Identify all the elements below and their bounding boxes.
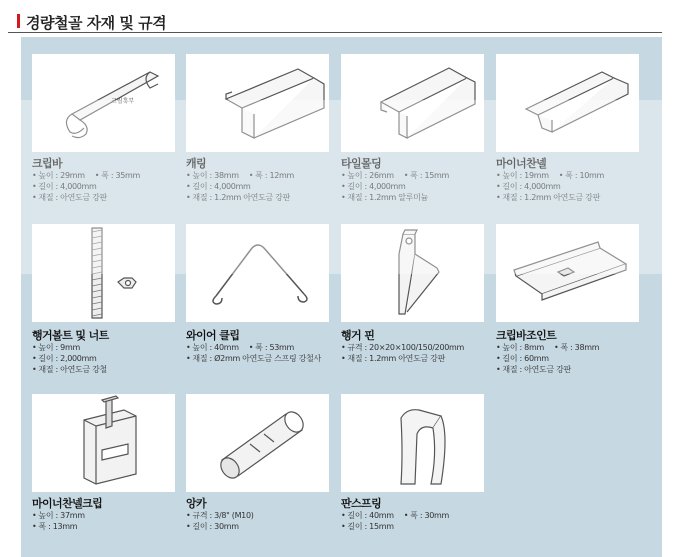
hanger-bolt-drawing xyxy=(32,224,175,322)
product-name: 판스프링 xyxy=(341,497,382,510)
clip-bar-joint-drawing xyxy=(496,224,639,322)
product-image-hanger-pin xyxy=(341,224,484,322)
spec-line: • 높이 : 9mm xyxy=(32,343,80,352)
spec-line: • 재질 : Ø2mm 아연도금 스프링 강철사 xyxy=(186,354,321,363)
product-image-minor-channel xyxy=(496,54,639,152)
product-name: 크립바조인트 xyxy=(496,329,557,342)
product-info-wire-clip xyxy=(186,329,346,364)
spec-line: • 규격 : 20×20×100/150/200mm xyxy=(341,343,465,352)
product-image-clip-bar-joint xyxy=(496,224,639,322)
product-info-pan-spring xyxy=(341,497,501,532)
product-name: 행거볼트 및 너트 xyxy=(32,329,109,342)
wire-clip-drawing xyxy=(186,224,329,322)
product-image-minor-channel-clip xyxy=(32,394,175,492)
product-image-carrying-channel xyxy=(186,54,329,152)
spec-line: • 재질 : 아연도금 강철 xyxy=(32,365,107,374)
product-name: 캐링 xyxy=(186,157,207,170)
clip-bar-drawing xyxy=(32,54,175,152)
product-image-tile-molding xyxy=(341,54,484,152)
spec-line: • 재질 : 1.2mm 아연도금 강판 xyxy=(186,193,291,202)
tile-molding-drawing xyxy=(341,54,484,152)
product-image-pan-spring xyxy=(341,394,484,492)
spec-line: • 길이 : 4,000mm xyxy=(496,182,561,191)
page-title: 경량철골 자재 및 규격 xyxy=(26,14,167,32)
product-name: 마이너찬넬 xyxy=(496,157,547,170)
spec-line: • 높이 : 19mm • 폭 : 10mm xyxy=(496,171,605,180)
product-info-tile-molding xyxy=(341,157,501,203)
spec-line: • 재질 : 1.2mm 아연도금 강판 xyxy=(341,354,446,363)
product-info-clip-bar xyxy=(32,157,192,203)
product-name: 타일몰딩 xyxy=(341,157,382,170)
spec-line: • 길이 : 4,000mm xyxy=(32,182,97,191)
spec-line: • 길이 : 60mm xyxy=(496,354,549,363)
spec-line: • 재질 : 아연도금 강판 xyxy=(496,365,571,374)
spec-line: • 길이 : 30mm xyxy=(186,522,239,531)
title-accent-bar xyxy=(17,14,20,28)
product-info-clip-bar-joint xyxy=(496,329,656,375)
product-name: 와이어 클립 xyxy=(186,329,240,342)
spec-line: • 재질 : 아연도금 강판 xyxy=(32,193,107,202)
product-name: 행거 핀 xyxy=(341,329,375,342)
clip-bar-tag-label: 크립훅부 xyxy=(111,98,135,105)
product-image-wire-clip xyxy=(186,224,329,322)
product-name: 마이너찬넬크립 xyxy=(32,497,103,510)
anchor-drawing xyxy=(186,394,329,492)
product-info-carrying-channel xyxy=(186,157,346,203)
spec-line: • 길이 : 4,000mm xyxy=(186,182,251,191)
section-header xyxy=(8,10,662,33)
minor-channel-clip-drawing xyxy=(32,394,175,492)
spec-line: • 길이 : 40mm • 폭 : 30mm xyxy=(341,511,450,520)
product-name: 앙카 xyxy=(186,497,207,510)
minor-channel-drawing xyxy=(496,54,639,152)
spec-line: • 폭 : 13mm xyxy=(32,522,78,531)
product-info-minor-channel xyxy=(496,157,656,203)
spec-line: • 길이 : 4,000mm xyxy=(341,182,406,191)
spec-line: • 높이 : 37mm xyxy=(32,511,85,520)
spec-line: • 높이 : 40mm • 폭 : 53mm xyxy=(186,343,295,352)
spec-line: • 높이 : 26mm • 폭 : 15mm xyxy=(341,171,450,180)
product-info-minor-channel-clip xyxy=(32,497,192,532)
spec-line: • 높이 : 29mm • 폭 : 35mm xyxy=(32,171,141,180)
product-info-hanger-pin xyxy=(341,329,501,364)
spec-line: • 높이 : 38mm • 폭 : 12mm xyxy=(186,171,295,180)
spec-line: • 규격 : 3/8" (M10) xyxy=(186,511,254,520)
product-image-hanger-bolt xyxy=(32,224,175,322)
product-name: 크립바 xyxy=(32,157,63,170)
spec-line: • 재질 : 1.2mm 알루미늄 xyxy=(341,193,428,202)
product-info-anchor xyxy=(186,497,346,532)
product-image-clip-bar xyxy=(32,54,175,152)
spec-line: • 높이 : 8mm • 폭 : 38mm xyxy=(496,343,600,352)
hanger-pin-drawing xyxy=(341,224,484,322)
spec-line: • 길이 : 2,000mm xyxy=(32,354,97,363)
pan-spring-drawing xyxy=(341,394,484,492)
carrying-channel-drawing xyxy=(186,54,329,152)
spec-line: • 길이 : 15mm xyxy=(341,522,394,531)
spec-line: • 재질 : 1.2mm 아연도금 강판 xyxy=(496,193,601,202)
product-image-anchor xyxy=(186,394,329,492)
product-info-hanger-bolt xyxy=(32,329,192,375)
